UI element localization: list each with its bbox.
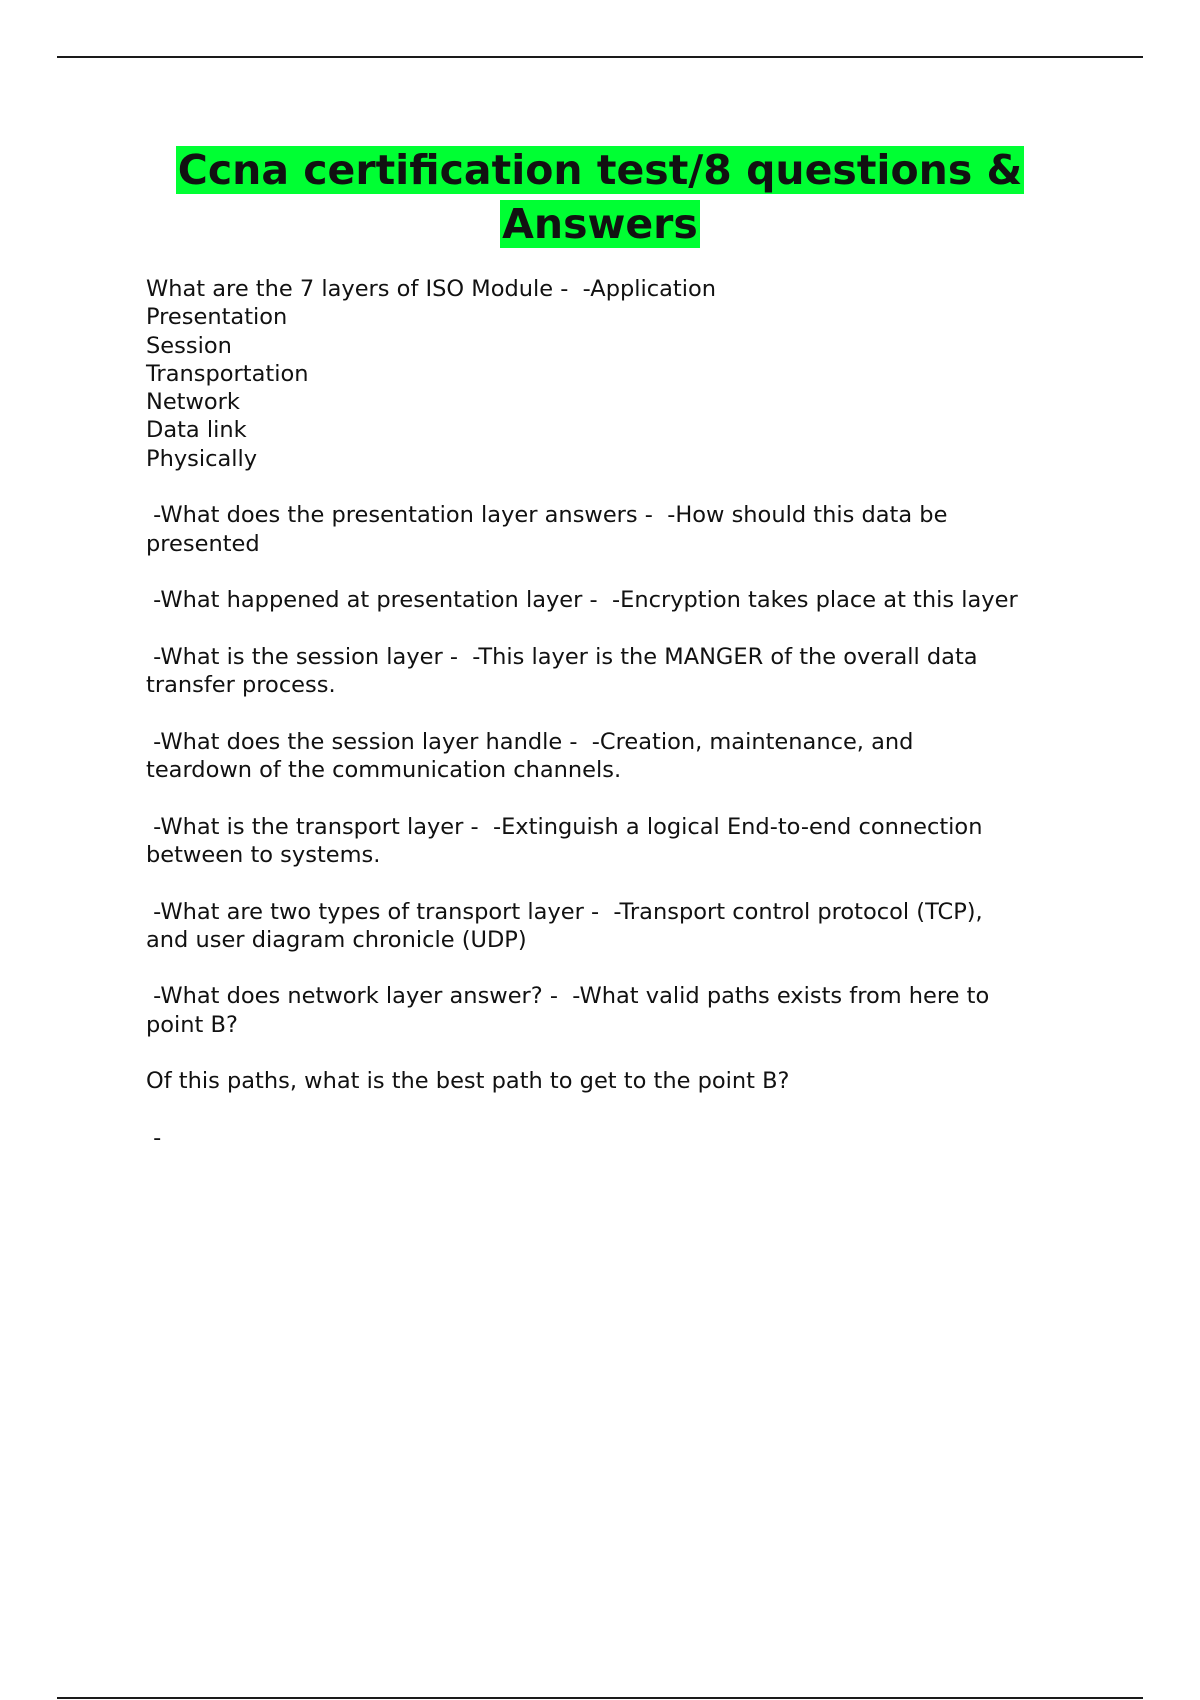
qa-line: -What does the session layer handle - -Creation, maintenance, and bbox=[146, 728, 914, 755]
qa-line: Transportation bbox=[146, 360, 309, 387]
qa-item bbox=[146, 501, 1096, 558]
qa-line: Data link bbox=[146, 417, 247, 444]
qa-line: presented bbox=[146, 530, 260, 557]
qa-item bbox=[146, 898, 1096, 955]
qa-line: -What does network layer answer? - -What valid paths exists from here to bbox=[146, 983, 990, 1010]
qa-line: -What are two types of transport layer - -Transport control protocol (TCP), bbox=[146, 898, 983, 925]
qa-item bbox=[146, 1067, 1096, 1095]
qa-line: -What is the session layer - -This layer is the MANGER of the overall data bbox=[146, 643, 978, 670]
qa-line: Of this paths, what is the best path to get to the point B? bbox=[146, 1068, 790, 1095]
title-line-1: Ccna certification test/8 questions & bbox=[177, 146, 1023, 194]
title-block bbox=[0, 143, 1200, 251]
qa-line: Network bbox=[146, 389, 240, 416]
qa-item bbox=[146, 982, 1096, 1039]
qa-item bbox=[146, 275, 1096, 473]
qa-line: point B? bbox=[146, 1011, 238, 1038]
qa-item bbox=[146, 1124, 1096, 1152]
qa-line: teardown of the communication channels. bbox=[146, 757, 622, 784]
qa-line: and user diagram chronicle (UDP) bbox=[146, 926, 527, 953]
qa-line: transfer process. bbox=[146, 672, 336, 699]
title-line-2: Answers bbox=[502, 200, 698, 248]
qa-item bbox=[146, 643, 1096, 700]
qa-line: -What happened at presentation layer - -Encryption takes place at this layer bbox=[146, 587, 1018, 614]
qa-item bbox=[146, 813, 1096, 870]
qa-line: between to systems. bbox=[146, 841, 381, 868]
top-rule bbox=[57, 56, 1143, 58]
qa-line: What are the 7 layers of ISO Module - -Application bbox=[146, 276, 717, 302]
qa-line: -What is the transport layer - -Extinguish a logical End-to-end connection bbox=[146, 813, 983, 840]
qa-list bbox=[146, 275, 1096, 1181]
qa-line: - bbox=[146, 1124, 162, 1151]
qa-line: Session bbox=[146, 332, 232, 359]
qa-item bbox=[146, 728, 1096, 785]
document-title bbox=[0, 143, 1200, 251]
qa-line: -What does the presentation layer answers - -How should this data be bbox=[146, 502, 948, 529]
qa-line: Physically bbox=[146, 445, 258, 472]
qa-item bbox=[146, 586, 1096, 614]
qa-line: Presentation bbox=[146, 304, 288, 331]
bottom-rule bbox=[57, 1697, 1143, 1699]
